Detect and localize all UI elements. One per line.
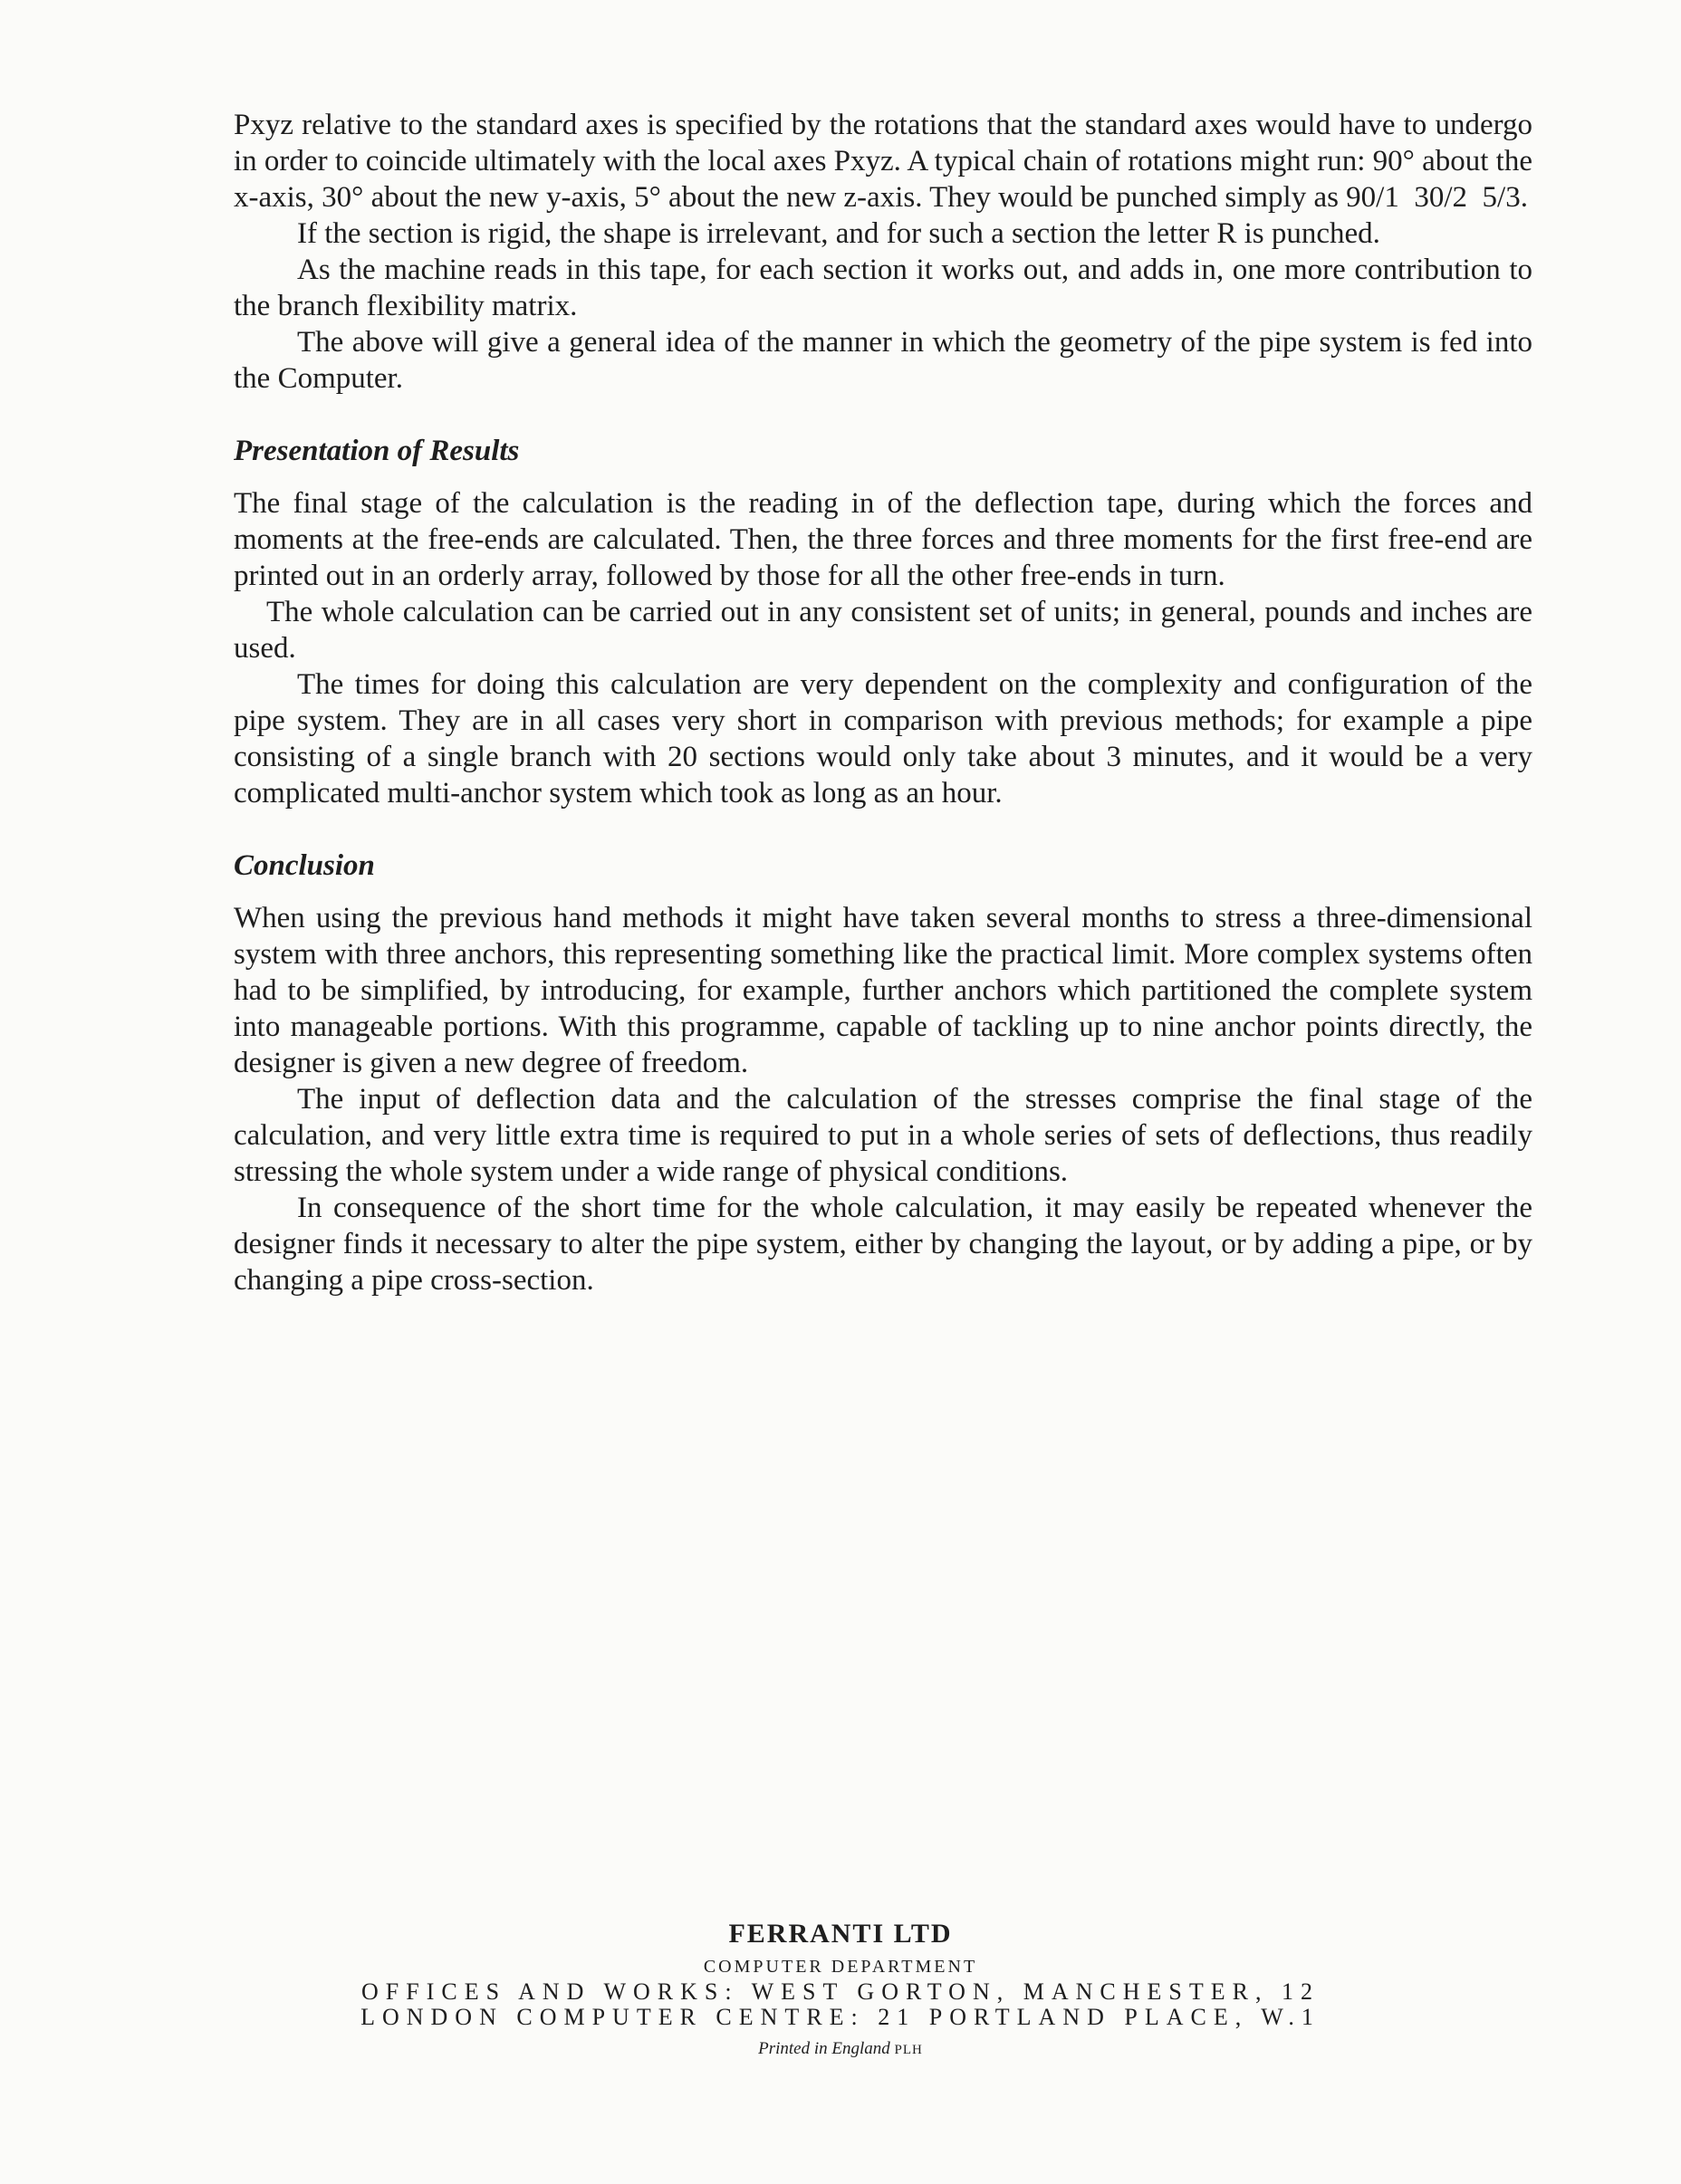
- heading-presentation-of-results: Presentation of Results: [234, 435, 520, 467]
- printed-note: [0, 2036, 1681, 2064]
- paragraph-rotations: Pxyz relative to the standard axes is specified by the rotations that the standard axes would have to undergo in order to coincide ultimately with the local axes Pxyz. A typical chain of rotations might run: 90° about the x-axis, 30° about the new y-axis, 5° about the new z-axis. They would be punched simply as 90/1 30/2 5/3.: [234, 109, 1541, 214]
- paragraph-rigid-section: If the section is rigid, the shape is irrelevant, and for such a section the letter R is punched.: [297, 217, 1380, 250]
- printed-in-england: Printed in England: [758, 2039, 890, 2058]
- paragraph-units: The whole calculation can be carried out in any consistent set of units; in general, pounds and inches are used.: [234, 596, 1541, 665]
- paragraph-calculation-times: The times for doing this calculation are very dependent on the complexity and configuration of the pipe system. They are in all cases very short in comparison with previous methods; for example a pipe consisting of a single branch with 20 sections would only take about 3 minutes, and it would be a very complicated multi-anchor system which took as long as an hour.: [234, 668, 1541, 809]
- company-name: FERRANTI LTD: [728, 1919, 953, 1949]
- printer-code: PLH: [894, 2043, 923, 2057]
- document-body: [234, 107, 1541, 1298]
- paragraph-consequence: In consequence of the short time for the whole calculation, it may easily be repeated whenever the designer finds it necessary to alter the pipe system, either by changing the layout, or by adding a pipe, or by changing a pipe cross-section.: [234, 1192, 1541, 1297]
- london-address: LONDON COMPUTER CENTRE: 21 PORTLAND PLACE, W.1: [360, 2004, 1321, 2030]
- paragraph-hand-methods: When using the previous hand methods it might have taken several months to stress a three-dimensional system with three anchors, this representing something like the practical limit. More complex systems often had to be simplified, by introducing, for example, further anchors which partitioned the complete system into manageable portions. With this programme, capable of tackling up to nine anchor points directly, the designer is given a new degree of freedom.: [234, 902, 1541, 1079]
- department-name: COMPUTER DEPARTMENT: [703, 1957, 978, 1977]
- offices-address: OFFICES AND WORKS: WEST GORTON, MANCHESTER, 12: [361, 1978, 1320, 2005]
- paragraph-geometry-input: The above will give a general idea of the manner in which the geometry of the pipe system is fed into the Computer.: [234, 326, 1541, 395]
- paragraph-flexibility-matrix: As the machine reads in this tape, for each section it works out, and adds in, one more contribution to the branch flexibility matrix.: [234, 254, 1541, 322]
- heading-conclusion: Conclusion: [234, 849, 375, 882]
- paragraph-final-stage: The final stage of the calculation is the reading in of the deflection tape, during which the forces and moments at the free-ends are calculated. Then, the three forces and three moments for the first free-end are printed out in an orderly array, followed by those for all the other free-ends in turn.: [234, 487, 1541, 592]
- imprint-footer: [0, 1916, 1681, 2064]
- paragraph-deflection-data: The input of deflection data and the calculation of the stresses comprise the final stage of the calculation, and very little extra time is required to put in a whole series of sets of deflections, thus readily stressing the whole system under a wide range of physical conditions.: [234, 1083, 1541, 1188]
